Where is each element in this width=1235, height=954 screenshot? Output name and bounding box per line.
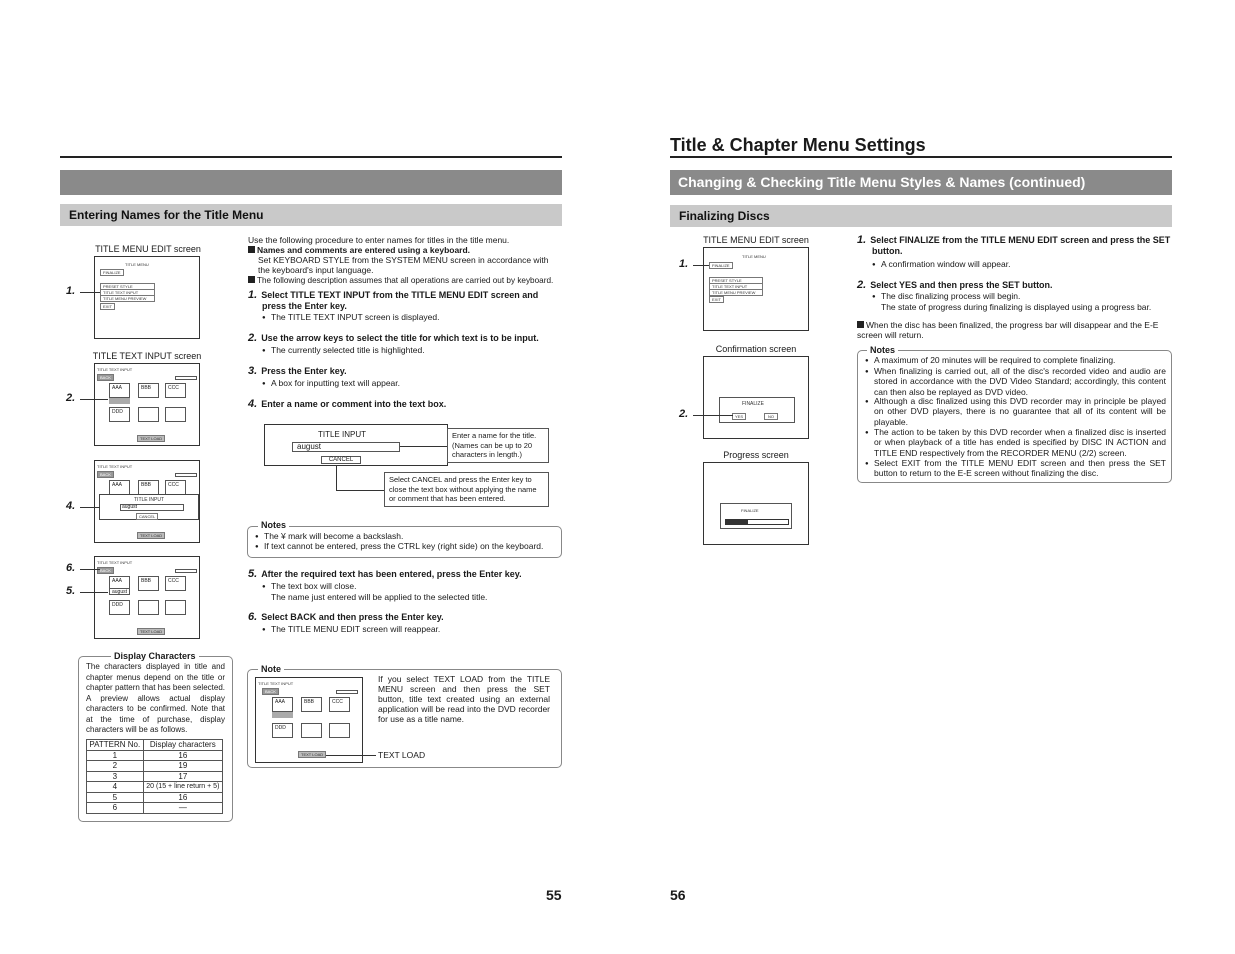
step-number: 2. — [857, 279, 867, 291]
table-cell: 17 — [143, 771, 222, 782]
note-bullet: ● If text cannot be entered, press the CTRL key (right side) on the keyboard. — [264, 541, 559, 551]
step-text: Use the arrow keys to select the title for which text is to be input. — [261, 333, 539, 343]
left-subsection-heading: Entering Names for the Title Menu — [60, 204, 562, 226]
menu-item-finalize: FINALIZE — [100, 269, 124, 276]
back-button: BACK — [97, 374, 114, 381]
title-cell-ccc: CCC — [165, 576, 186, 591]
figure-step-label: 2. — [679, 408, 689, 420]
step-number: 4. — [248, 398, 258, 410]
menu-item-title-menu-preview: TITLE MENU PREVIEW — [100, 295, 155, 302]
title-menu-edit-screen — [94, 256, 200, 339]
table-header: Display characters — [143, 740, 222, 751]
table-row — [87, 771, 223, 782]
figure-text-field: august — [292, 442, 400, 452]
menu-item-title-menu-preview: TITLE MENU PREVIEW — [709, 289, 763, 296]
input-screen-title: TITLE TEXT INPUT — [258, 681, 294, 686]
back-button: BACK — [97, 567, 114, 574]
text-load-button: TEXT LOAD — [298, 751, 326, 758]
page-indicator — [336, 690, 358, 694]
selected-title-highlight — [109, 398, 130, 404]
step-text: Select YES and then press the SET button. — [870, 280, 1053, 290]
figure-step-label: 4. — [66, 500, 76, 512]
keyboard-heading — [248, 245, 562, 255]
right-top-rule — [670, 156, 1172, 158]
note-bullet: ● Select EXIT from the TITLE MENU EDIT screen and then press the SET button to return to the E-E screen without finalizing the disc. — [874, 458, 1166, 479]
step-text: Press the Enter key. — [261, 366, 347, 376]
text-load-button: TEXT LOAD — [137, 532, 165, 539]
text-load-leader — [326, 755, 376, 756]
title-cell-name-august: august — [109, 588, 130, 595]
menu-item-preset-style: PRESET STYLE — [709, 277, 763, 284]
table-cell: 16 — [143, 792, 222, 803]
step-number: 5. — [248, 568, 258, 580]
step-leader-line — [80, 592, 108, 593]
title-cell-aaa: AAA — [272, 697, 293, 712]
table-row — [87, 803, 223, 814]
title-cell-bbb: BBB — [138, 576, 159, 591]
step-bullet: ● The disc finalizing process will begin. — [881, 291, 1171, 301]
step-bullet: ● A box for inputting text will appear. — [271, 378, 561, 388]
keyboard-note — [248, 276, 564, 286]
popup-text-field: august — [120, 504, 184, 511]
table-cell: 6 — [87, 803, 144, 814]
table-cell: 19 — [143, 761, 222, 772]
keyboard-body: Set KEYBOARD STYLE from the SYSTEM MENU screen in accordance with the keyboard's input language. — [258, 255, 549, 275]
step-bullet-continued: The name just entered will be applied to the selected title. — [271, 592, 488, 602]
title-cell-empty — [301, 723, 322, 738]
figure-step-label: 1. — [679, 258, 689, 270]
title-cell-aaa: AAA — [109, 480, 130, 495]
left-step-4 — [248, 399, 562, 410]
left-top-rule — [60, 156, 562, 158]
left-note-label: Note — [258, 664, 284, 674]
title-input-figure — [264, 424, 448, 466]
callout-leader — [400, 446, 447, 447]
title-input-popup — [99, 494, 199, 520]
table-cell: 2 — [87, 761, 144, 772]
table-cell: 4 — [87, 782, 144, 793]
step-text: After the required text has been entered, press the Enter key. — [261, 569, 522, 579]
title-cell-empty — [138, 407, 159, 422]
title-cell-bbb: BBB — [138, 480, 159, 495]
finalize-edit-screen — [703, 247, 809, 331]
left-step-2 — [248, 333, 564, 344]
title-cell-ccc: CCC — [165, 480, 186, 495]
finalized-note — [857, 320, 1173, 340]
note-bullet: ● When finalizing is carried out, all of the disc's recorded video and audio are stored in accordance with the DVD Video Standard; accordingly, this content can then also be replayed as DVD video. — [874, 366, 1166, 397]
left-step-5 — [248, 569, 562, 580]
step-bullet: ● The text box will close. — [271, 581, 561, 591]
step-leader-line — [80, 292, 100, 293]
title-cell-empty — [329, 723, 350, 738]
table-cell: 3 — [87, 771, 144, 782]
text-load-label: TEXT LOAD — [378, 750, 426, 760]
progress-bar — [725, 519, 789, 525]
table-row — [87, 792, 223, 803]
left-step-6 — [248, 612, 562, 623]
table-header-row — [87, 740, 223, 751]
step-text: Select TITLE TEXT INPUT from the TITLE MENU EDIT screen and press the Enter key. — [261, 290, 539, 311]
figure-step-label: 6. — [66, 562, 76, 574]
table-cell: 1 — [87, 750, 144, 761]
step-leader-line — [80, 399, 108, 400]
title-cell-empty — [165, 407, 186, 422]
title-cell-empty — [138, 600, 159, 615]
text-load-description: If you select TEXT LOAD from the TITLE MENU screen and then press the SET button, title text created using an external application will be read into the DVD recorder for use as a title name. — [378, 674, 550, 724]
back-button: BACK — [97, 471, 114, 478]
finalized-note-text: When the disc has been finalized, the progress bar will disappear and the E-E screen will return. — [857, 320, 1159, 340]
table-cell: 16 — [143, 750, 222, 761]
step-leader-line — [693, 415, 733, 416]
keyboard-note-text: The following description assumes that all operations are carried out by keyboard. — [257, 276, 554, 285]
step-bullet: ● The TITLE MENU EDIT screen will reappear. — [271, 624, 561, 634]
figure-step-label: 5. — [66, 585, 76, 597]
progress-dialog-title: FINALIZE — [741, 508, 759, 513]
dialog-title: FINALIZE — [742, 401, 764, 407]
title-cell-bbb: BBB — [301, 697, 322, 712]
keyboard-heading-text: Names and comments are entered using a keyboard. — [257, 245, 471, 255]
table-header: PATTERN No. — [87, 740, 144, 751]
yes-button: YES — [732, 413, 746, 420]
table-cell: 5 — [87, 792, 144, 803]
table-row — [87, 750, 223, 761]
title-cell-ccc: CCC — [165, 383, 186, 398]
menu-item-preset-style: PRESET STYLE — [100, 283, 155, 290]
step-text: Select FINALIZE from the TITLE MENU EDIT screen and press the SET button. — [870, 235, 1171, 256]
title-cell-ddd: DDD — [109, 407, 130, 422]
note-bullet: ● The ¥ mark will become a backslash. — [264, 531, 559, 541]
right-page-number: 56 — [670, 887, 686, 903]
input-screen-caption: TITLE TEXT INPUT screen — [92, 351, 202, 361]
input-screen-title: TITLE TEXT INPUT — [97, 367, 133, 372]
table-cell: — — [143, 803, 222, 814]
progress-screen — [703, 462, 809, 545]
no-button: NO — [764, 413, 778, 420]
step-bullet: ● The TITLE TEXT INPUT screen is displayed. — [271, 312, 561, 322]
edit-screen-caption: TITLE MENU EDIT screen — [95, 244, 201, 254]
step-leader-line — [80, 569, 100, 570]
callout-leader-vertical — [336, 466, 337, 491]
note-bullet: ● A maximum of 20 minutes will be required to complete finalizing. — [874, 355, 1166, 365]
left-page-number: 55 — [546, 887, 562, 903]
title-cell-ccc: CCC — [329, 697, 350, 712]
menu-item-exit: EXIT — [709, 296, 724, 303]
left-section-band — [60, 170, 562, 195]
step-number: 3. — [248, 365, 258, 377]
figure-title: TITLE INPUT — [317, 430, 366, 439]
progress-bar-fill — [726, 520, 748, 524]
progress-caption: Progress screen — [723, 450, 789, 460]
right-page-title: Title & Chapter Menu Settings — [670, 135, 926, 155]
square-bullet-icon — [857, 321, 864, 328]
step-leader-line — [693, 265, 709, 266]
figure-cancel-button: CANCEL — [321, 456, 361, 464]
confirmation-screen — [703, 356, 809, 439]
title-cell-empty — [165, 600, 186, 615]
pattern-table — [86, 739, 223, 814]
page-indicator — [175, 569, 197, 573]
left-notes-label: Notes — [258, 520, 289, 530]
step-bullet-continued: The state of progress during finalizing is displayed using a progress bar. — [881, 302, 1152, 312]
title-text-input-screen-2 — [94, 460, 200, 543]
right-step-2 — [857, 280, 1172, 291]
menu-item-title-text-input: TITLE TEXT INPUT — [709, 283, 763, 290]
left-step-1 — [248, 290, 562, 312]
edit-screen-title: TITLE MENU — [125, 262, 149, 267]
page-indicator — [175, 473, 197, 477]
text-load-screen — [255, 677, 363, 763]
square-bullet-icon — [248, 246, 255, 253]
name-length-callout: Enter a name for the title. (Names can be up to 20 characters in length.) — [447, 428, 549, 463]
square-bullet-icon — [248, 276, 255, 283]
text-load-button: TEXT LOAD — [137, 435, 165, 442]
input-screen-title: TITLE TEXT INPUT — [97, 560, 133, 565]
note-bullet: ● The action to be taken by this DVD recorder when a finalized disc is inserted or when playback of a title has ended is specified by DISC IN ACTION and TITLE END respectively from the RECORDER MENU (2/2) screen. — [874, 427, 1166, 458]
note-bullet: ● Although a disc finalized using this DVD recorder may in principle be played on other DVD players, there is no guarantee that all of its content will be playable. — [874, 396, 1166, 427]
step-leader-line — [80, 507, 100, 508]
menu-item-title-text-input: TITLE TEXT INPUT — [100, 289, 155, 296]
input-screen-title: TITLE TEXT INPUT — [97, 464, 133, 469]
display-characters-heading: Display Characters — [111, 651, 199, 661]
title-cell-ddd: DDD — [272, 723, 293, 738]
finalize-edit-caption: TITLE MENU EDIT screen — [703, 235, 809, 245]
page-indicator — [175, 376, 197, 380]
title-cell-bbb: BBB — [138, 383, 159, 398]
left-step-3 — [248, 366, 562, 377]
menu-item-finalize: FINALIZE — [709, 262, 733, 269]
intro-text: Use the following procedure to enter names for titles in the title menu. — [248, 235, 510, 245]
step-text: Enter a name or comment into the text box. — [261, 399, 447, 409]
step-bullet: ● A confirmation window will appear. — [881, 259, 1171, 269]
popup-title: TITLE INPUT — [134, 497, 165, 503]
title-cell-ddd: DDD — [109, 600, 130, 615]
display-characters-body: The characters displayed in title and chapter menus depend on the title or chapter pattern that has been selected. A preview allows actual display characters to be confirmed. Note that at the time of purchase, display characters will be as follows. — [86, 662, 225, 734]
text-load-button: TEXT LOAD — [137, 628, 165, 635]
right-subsection-heading: Finalizing Discs — [670, 205, 1172, 227]
selected-title-highlight — [272, 712, 293, 718]
title-text-input-screen-3 — [94, 556, 200, 639]
figure-step-label: 1. — [66, 285, 76, 297]
back-button: BACK — [262, 688, 279, 695]
table-row — [87, 761, 223, 772]
edit-screen-title: TITLE MENU — [742, 254, 766, 259]
step-number: 2. — [248, 332, 258, 344]
progress-dialog — [720, 503, 792, 529]
table-row — [87, 782, 223, 793]
title-cell-aaa: AAA — [109, 383, 130, 398]
title-cell-aaa: AAA — [109, 576, 130, 591]
step-number: 1. — [248, 289, 258, 301]
step-number: 1. — [857, 234, 867, 246]
menu-item-exit: EXIT — [100, 303, 115, 310]
step-bullet: ● The currently selected title is highlighted. — [271, 345, 561, 355]
figure-step-label: 2. — [66, 392, 76, 404]
confirmation-caption: Confirmation screen — [715, 344, 797, 354]
popup-cancel-button: CANCEL — [136, 513, 158, 520]
step-text: Select BACK and then press the Enter key. — [261, 612, 444, 622]
right-step-1 — [857, 235, 1172, 257]
title-text-input-screen-1 — [94, 363, 200, 446]
cancel-callout: Select CANCEL and press the Enter key to close the text box without applying the name or comment that has been entered. — [384, 472, 549, 507]
callout-leader — [336, 490, 384, 491]
right-notes-label: Notes — [867, 345, 898, 355]
table-cell: 20 (15 + line return + 5) — [143, 782, 222, 793]
right-section-band: Changing & Checking Title Menu Styles & Names (continued) — [670, 170, 1172, 195]
finalize-dialog — [719, 397, 795, 423]
step-number: 6. — [248, 611, 258, 623]
